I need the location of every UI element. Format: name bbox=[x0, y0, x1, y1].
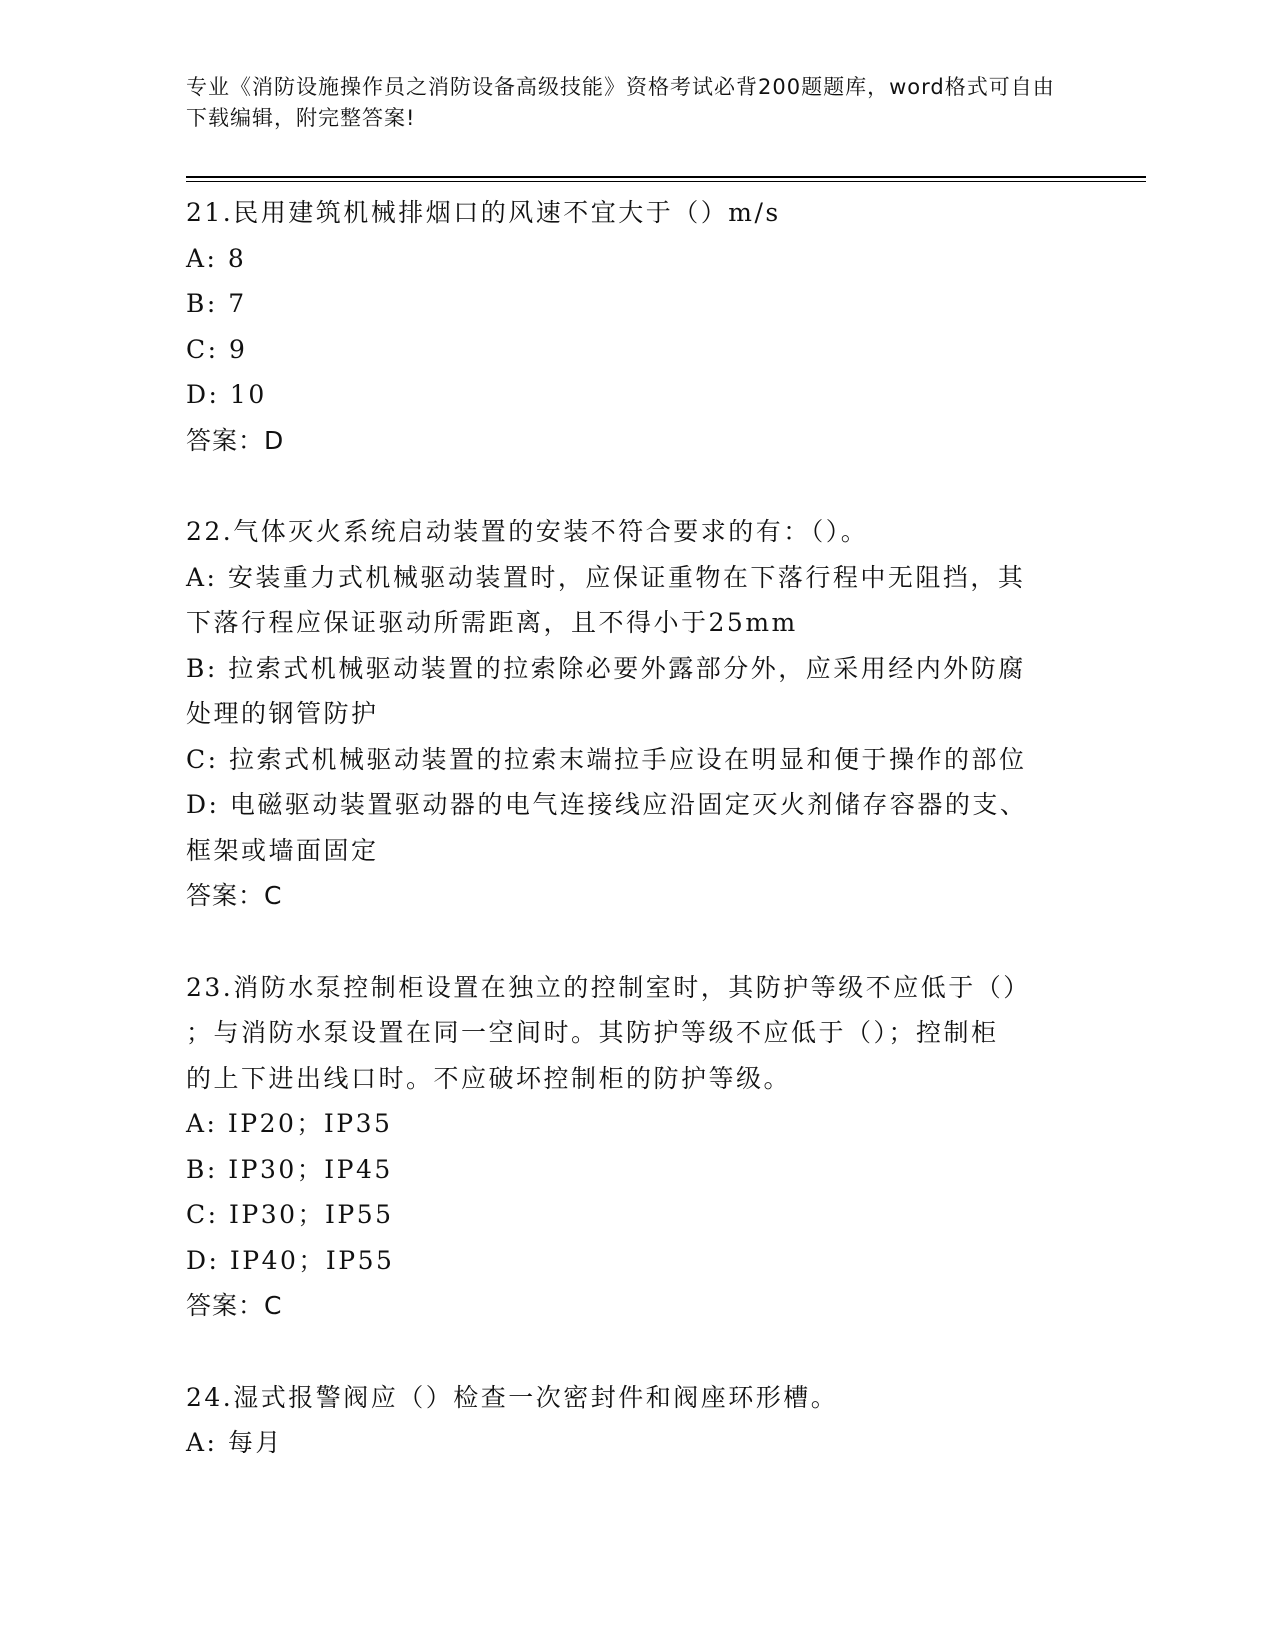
option-a: A: 安装重力式机械驱动装置时，应保证重物在下落行程中无阻挡，其 bbox=[186, 562, 1026, 592]
option-b: B: IP30；IP45 bbox=[186, 1154, 393, 1184]
option-a: A: 每月 bbox=[186, 1428, 283, 1457]
question-stem-line-3: 的上下进出线口时。不应破坏控制柜的防护等级。 bbox=[186, 1063, 792, 1093]
option-a: A: 8 bbox=[186, 243, 247, 273]
header-divider bbox=[186, 176, 1146, 178]
question-22 bbox=[186, 509, 1066, 919]
question-stem-line-2: ；与消防水泵设置在同一空间时。其防护等级不应低于（）；控制柜 bbox=[186, 1018, 999, 1047]
option-d: D: 10 bbox=[186, 380, 267, 409]
question-23 bbox=[186, 965, 1066, 1329]
option-c: C: IP30；IP55 bbox=[186, 1200, 394, 1229]
question-24 bbox=[186, 1375, 1066, 1466]
document-header: 专业《消防设施操作员之消防设备高级技能》资格考试必背200题题库，word格式可自由下载编辑，附完整答案! bbox=[186, 75, 1055, 130]
option-a-continued: 下落行程应保证驱动所需距离，且不得小于25mm bbox=[186, 608, 798, 637]
question-list bbox=[186, 190, 1066, 1466]
question-stem: 24.湿式报警阀应（）检查一次密封件和阀座环形槽。 bbox=[186, 1382, 839, 1412]
header-divider-thin bbox=[186, 181, 1146, 182]
option-d: D: IP40；IP55 bbox=[186, 1245, 395, 1275]
answer: 答案：D bbox=[186, 425, 285, 455]
answer: 答案：C bbox=[186, 1291, 283, 1320]
option-b: B: 拉索式机械驱动装置的拉索除必要外露部分外，应采用经内外防腐 bbox=[186, 653, 1026, 683]
question-stem: 22.气体灭火系统启动装置的安装不符合要求的有：（）。 bbox=[186, 517, 869, 546]
option-b: B: 7 bbox=[186, 289, 247, 318]
question-21 bbox=[186, 190, 1066, 463]
question-stem: 21.民用建筑机械排烟口的风速不宜大于（）m/s bbox=[186, 198, 781, 227]
option-d-continued: 框架或墙面固定 bbox=[186, 835, 379, 865]
option-a: A: IP20；IP35 bbox=[186, 1109, 393, 1138]
option-d: D: 电磁驱动装置驱动器的电气连接线应沿固定灭火剂储存容器的支、 bbox=[186, 790, 1028, 819]
answer: 答案：C bbox=[186, 881, 283, 910]
question-stem: 23.消防水泵控制柜设置在独立的控制室时，其防护等级不应低于（） bbox=[186, 972, 1031, 1002]
option-c: C: 拉索式机械驱动装置的拉索末端拉手应设在明显和便于操作的部位 bbox=[186, 744, 1027, 774]
option-c: C: 9 bbox=[186, 334, 248, 364]
option-b-continued: 处理的钢管防护 bbox=[186, 699, 379, 728]
